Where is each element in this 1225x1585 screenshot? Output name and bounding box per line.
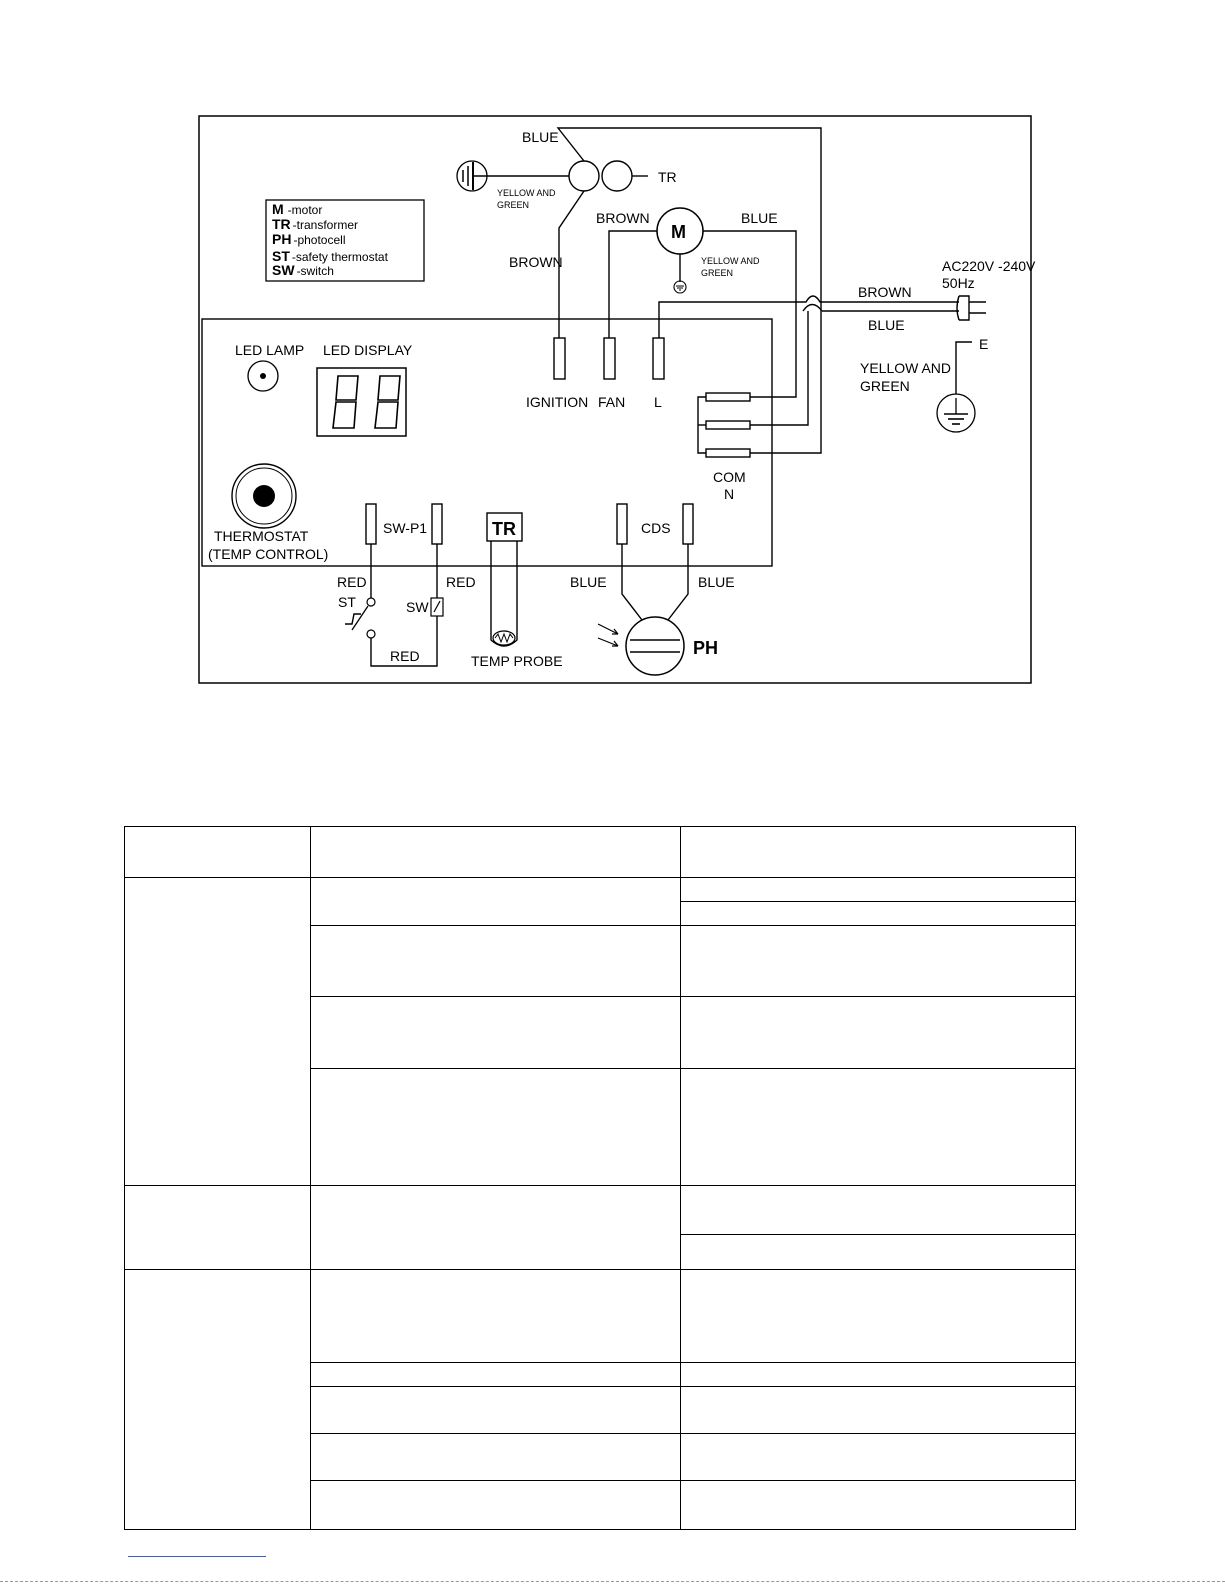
transformer <box>569 161 677 191</box>
table-cell <box>681 926 1076 997</box>
legend-text-sw: -switch <box>296 264 334 278</box>
table-cell <box>681 878 1076 902</box>
ground-icon-transformer <box>457 161 569 191</box>
table-cell <box>311 926 681 997</box>
table-cell <box>125 1186 311 1269</box>
label-ignition: IGNITION <box>526 394 589 410</box>
label-tr-probe: TR <box>492 519 516 539</box>
temp-probe-icon <box>493 631 515 645</box>
label-yellow-green-motor-2: GREEN <box>701 268 734 278</box>
table-cell <box>681 1186 1076 1234</box>
ground-icon-motor <box>674 281 686 293</box>
svg-text:SW-switch <box>272 262 334 278</box>
footer-link-underline <box>128 1556 266 1557</box>
svg-text:TR-transformer <box>272 216 358 232</box>
table-cell <box>311 878 681 926</box>
legend <box>266 200 424 281</box>
table-row <box>125 1186 1076 1234</box>
table-cell <box>681 902 1076 926</box>
label-blue-tr: BLUE <box>522 129 559 145</box>
table-cell <box>681 1234 1076 1269</box>
label-blue-mains: BLUE <box>868 317 905 333</box>
led-lamp-icon <box>248 361 278 391</box>
table-header-cell-3 <box>681 827 1076 878</box>
fan-terminal <box>604 338 615 379</box>
label-yellow-green-tr-2: GREEN <box>497 200 530 210</box>
table-cell <box>311 1480 681 1529</box>
ignition-terminal <box>554 338 565 379</box>
label-red-bottom: RED <box>390 648 420 664</box>
label-red-st: RED <box>337 574 367 590</box>
label-yellow-green-motor-1: YELLOW AND <box>701 256 760 266</box>
label-thermostat-1: THERMOSTAT <box>214 528 309 544</box>
label-temp-probe: TEMP PROBE <box>471 653 563 669</box>
legend-code-m: M <box>272 201 284 217</box>
label-n: N <box>724 486 735 502</box>
label-yellow-green-tr-1: YELLOW AND <box>497 188 556 198</box>
label-thermostat-2: (TEMP CONTROL) <box>208 546 329 562</box>
l-terminal <box>653 338 664 379</box>
label-brown-left: BROWN <box>509 254 563 270</box>
label-brown-mains: BROWN <box>858 284 912 300</box>
label-led-display: LED DISPLAY <box>323 342 413 358</box>
label-ac-voltage: AC220V -240V <box>942 258 1036 274</box>
label-motor: M <box>671 222 686 242</box>
label-sw-p1: SW-P1 <box>383 520 428 536</box>
table-cell <box>311 1433 681 1480</box>
switch-icon <box>431 598 443 616</box>
label-st: ST <box>338 594 356 610</box>
legend-code-tr: TR <box>272 216 291 232</box>
legend-text-st: -safety thermostat <box>291 250 388 264</box>
wiring-diagram <box>0 0 1225 720</box>
table-cell <box>681 1480 1076 1529</box>
legend-text-tr: -transformer <box>292 218 359 232</box>
label-brown-motor: BROWN <box>596 210 650 226</box>
legend-code-sw: SW <box>272 262 295 278</box>
table-cell <box>125 878 311 1186</box>
legend-code-st: ST <box>272 248 290 264</box>
label-blue-motor: BLUE <box>741 210 778 226</box>
label-led-lamp: LED LAMP <box>235 342 305 358</box>
sw-p1-terminal-right <box>432 504 442 544</box>
label-red-sw: RED <box>446 574 476 590</box>
table-row <box>125 878 1076 902</box>
label-fan: FAN <box>598 394 626 410</box>
table-cell <box>681 997 1076 1069</box>
legend-code-ph: PH <box>272 231 292 247</box>
cds-terminal-left <box>617 504 627 544</box>
table-header-cell-1 <box>125 827 311 878</box>
led-display-icon <box>317 368 406 436</box>
table-cell <box>311 1186 681 1269</box>
label-yellow-green-earth-1: YELLOW AND <box>860 360 952 376</box>
table-row <box>125 1269 1076 1362</box>
svg-text:M-motor <box>272 201 322 217</box>
table-cell <box>311 1362 681 1386</box>
table-row <box>125 827 1076 878</box>
table-cell <box>125 1269 311 1529</box>
label-blue-ph-right: BLUE <box>698 574 735 590</box>
page-break-rule <box>0 1581 1225 1582</box>
label-yellow-green-earth-2: GREEN <box>860 378 910 394</box>
svg-text:PH-photocell <box>272 231 345 247</box>
motor <box>657 208 703 254</box>
label-tr: TR <box>658 169 677 185</box>
legend-text-m: -motor <box>287 203 323 217</box>
thermostat-knob-icon <box>232 464 296 528</box>
spec-table <box>124 826 1076 1530</box>
label-com: COM <box>713 469 746 485</box>
table-cell <box>311 1269 681 1362</box>
label-ph: PH <box>693 638 719 658</box>
table-header-cell-2 <box>311 827 681 878</box>
label-ac-freq: 50Hz <box>942 275 975 291</box>
table-cell <box>311 1386 681 1433</box>
table-cell <box>681 1362 1076 1386</box>
table-cell <box>681 1069 1076 1186</box>
label-cds: CDS <box>641 520 671 536</box>
table-cell <box>681 1269 1076 1362</box>
table-cell <box>681 1386 1076 1433</box>
label-sw: SW <box>406 599 429 615</box>
table-cell <box>681 1433 1076 1480</box>
label-l: L <box>654 394 662 410</box>
table-cell <box>311 1069 681 1186</box>
legend-text-ph: -photocell <box>293 233 346 247</box>
ground-icon-earth <box>937 342 975 432</box>
plug-icon <box>957 296 986 320</box>
photocell-icon <box>598 617 684 675</box>
label-earth: E <box>979 336 989 352</box>
sw-p1-terminal-left <box>366 504 376 544</box>
label-blue-ph-left: BLUE <box>570 574 607 590</box>
table-cell <box>311 997 681 1069</box>
cds-terminal-right <box>683 504 693 544</box>
com-n-terminal-block <box>698 393 750 457</box>
